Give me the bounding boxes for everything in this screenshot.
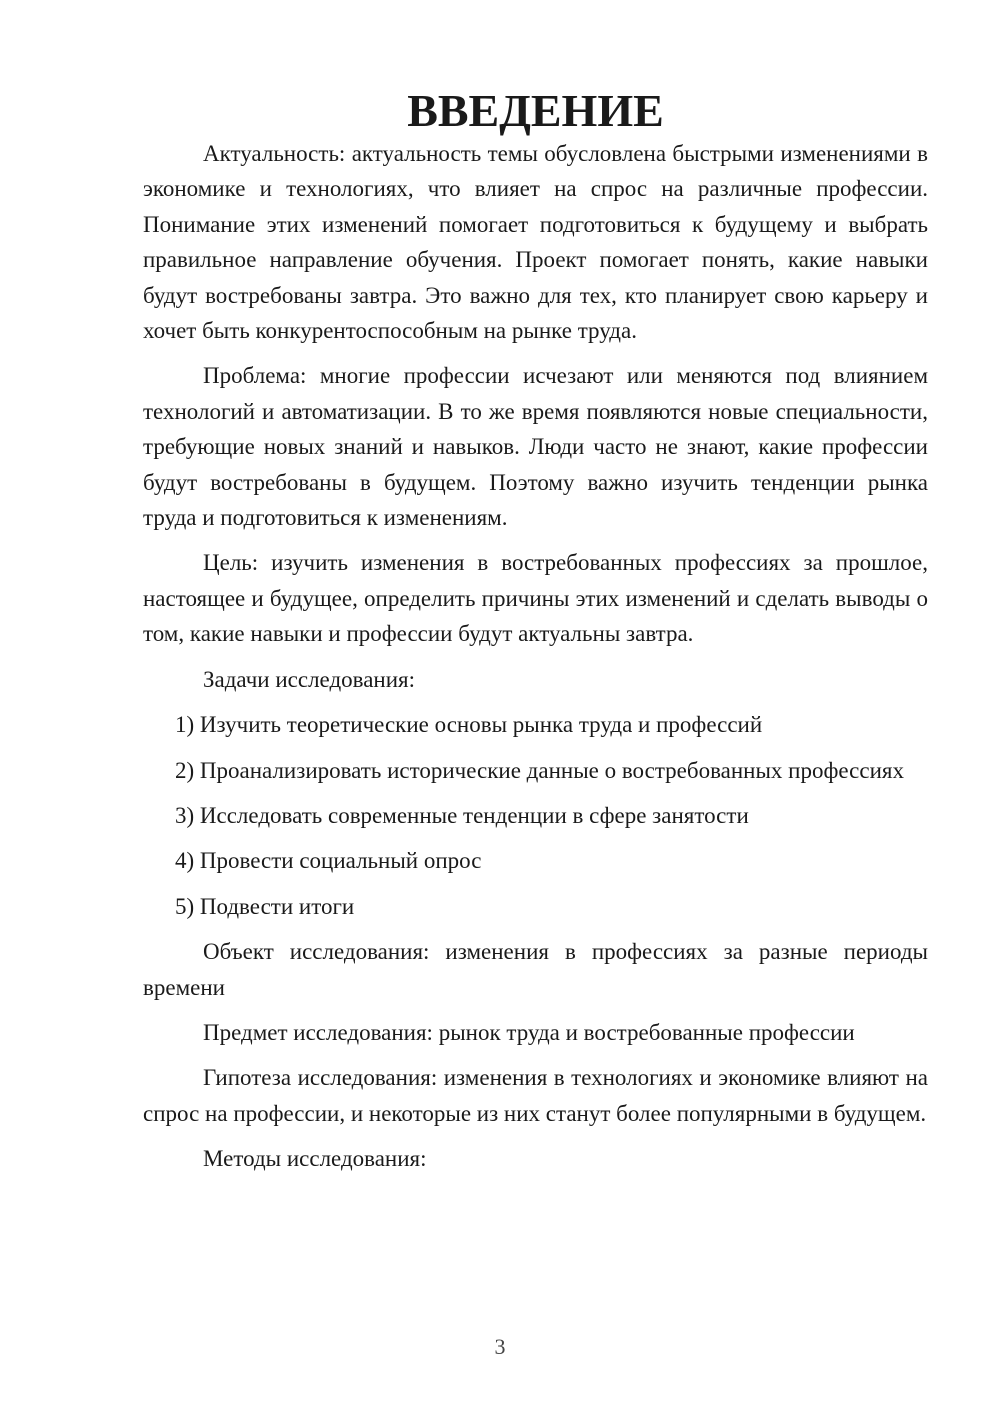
subject-paragraph: Предмет исследования: рынок труда и востребованные профессии xyxy=(203,1019,855,1045)
document-body xyxy=(143,85,928,1187)
object-paragraph: Объект исследования: изменения в профессиях за разные периоды времени xyxy=(143,939,928,1000)
page-number: 3 xyxy=(494,1334,506,1359)
methods-heading: Методы исследования: xyxy=(203,1146,427,1172)
relevance-paragraph: Актуальность: актуальность темы обусловлена быстрыми изменениями в экономике и технологиях, что влияет на спрос на различные профессии. Понимание этих изменений помогает подготовиться к будущему и выбрать правильное направление обучения. Проект помогает понять, какие навыки будут востребованы завтра. Это важно для тех, кто планирует свою карьеру и хочет быть конкурентоспособным на рынке труда. xyxy=(143,141,928,344)
task-item: 4) Провести социальный опрос xyxy=(175,848,482,874)
task-item: 5) Подвести итоги xyxy=(175,893,355,919)
tasks-heading: Задачи исследования: xyxy=(203,666,416,692)
task-item: 3) Исследовать современные тенденции в сфере занятости xyxy=(175,802,749,828)
problem-paragraph: Проблема: многие профессии исчезают или меняются под влиянием технологий и автоматизации. В то же время появляются новые специальности, требующие новых знаний и навыков. Люди часто не знают, какие профессии будут востребованы в будущем. Поэтому важно изучить тенденции рынка труда и подготовиться к изменениям. xyxy=(143,363,928,531)
task-item: 1) Изучить теоретические основы рынка труда и профессий xyxy=(175,712,763,738)
task-item: 2) Проанализировать исторические данные о востребованных профессиях xyxy=(175,757,904,783)
goal-paragraph: Цель: изучить изменения в востребованных профессиях за прошлое, настоящее и будущее, определить причины этих изменений и сделать выводы о том, какие навыки и профессии будут актуальны завтра. xyxy=(143,550,928,647)
page-title: ВВЕДЕНИЕ xyxy=(407,85,664,136)
hypothesis-paragraph: Гипотеза исследования: изменения в технологиях и экономике влияют на спрос на профессии, и некоторые из них станут более популярными в будущем. xyxy=(143,1065,928,1126)
